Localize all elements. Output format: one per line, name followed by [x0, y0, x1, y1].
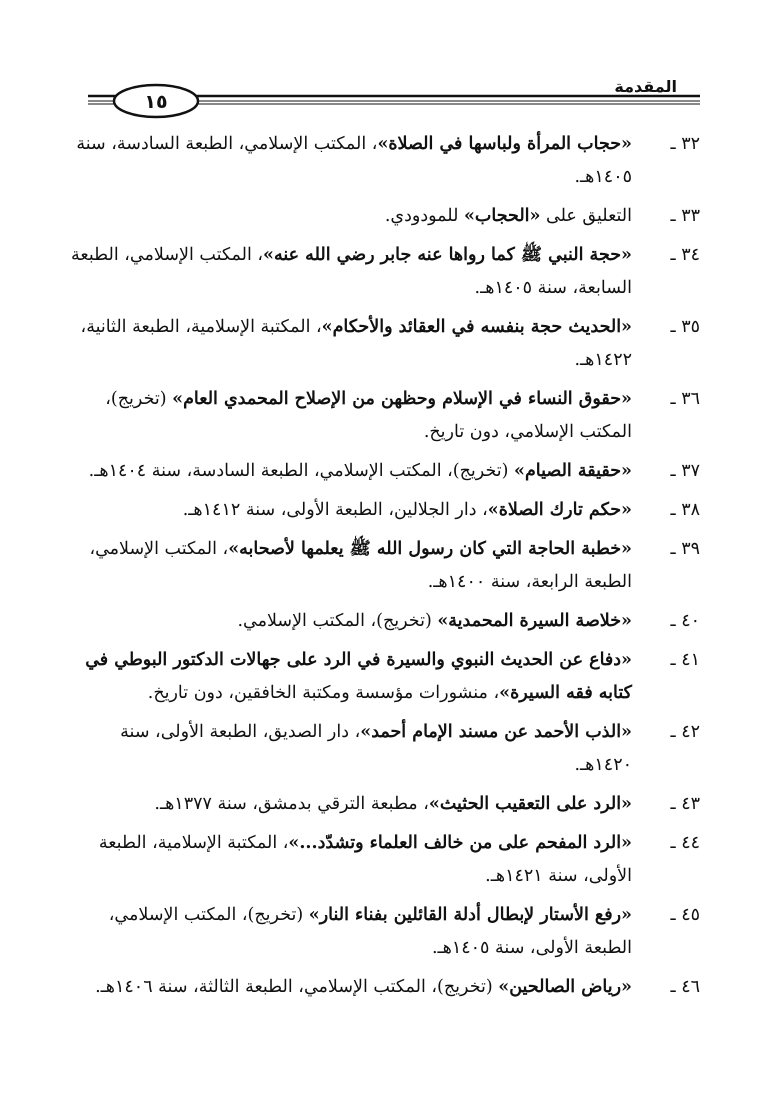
header-rule — [0, 0, 762, 125]
entry-title: «خطبة الحاجة التي كان رسول الله ﷺ يعلمها لأصحابه» — [228, 539, 632, 559]
list-item — [60, 455, 700, 488]
entry-number: ٣٢ ـ — [670, 134, 700, 154]
entry-details: ، المكتب الإسلامي، الطبعة السادسة، سنة ١٤٠٥هـ. — [76, 134, 632, 187]
entry-details: ، مطبعة الترقي بدمشق، سنة ١٣٧٧هـ. — [154, 794, 429, 814]
entry-number: ٤٣ ـ — [670, 794, 700, 814]
entry-title: «حكم تارك الصلاة» — [487, 500, 632, 520]
entry-number: ٣٧ ـ — [670, 461, 700, 481]
bibliography-list — [60, 128, 700, 1010]
entry-details: ، المكتب الإسلامي، الطبعة الرابعة، سنة ١٤٠٠هـ. — [89, 539, 632, 592]
entry-number: ٣٦ ـ — [670, 389, 700, 409]
entry-details: (تخريج)، المكتب الإسلامي، دون تاريخ. — [105, 389, 632, 442]
section-title: المقدمة — [614, 77, 677, 96]
entry-number: ٣٤ ـ — [670, 245, 700, 265]
entry-details: (تخريج)، المكتب الإسلامي، الطبعة السادسة، سنة ١٤٠٤هـ. — [88, 461, 515, 481]
entry-number: ٤٥ ـ — [670, 905, 700, 925]
entry-prefix: التعليق على — [540, 206, 632, 226]
list-item — [60, 494, 700, 527]
entry-title: «حقوق النساء في الإسلام وحظهن من الإصلاح المحمدي العام» — [172, 389, 632, 409]
entry-number: ٣٥ ـ — [670, 317, 700, 337]
entry-title: «الذب الأحمد عن مسند الإمام أحمد» — [360, 722, 632, 742]
list-item — [60, 899, 700, 965]
page-header — [0, 0, 762, 125]
entry-details: ، المكتبة الإسلامية، الطبعة الأولى، سنة ١٤٢١هـ. — [98, 833, 632, 886]
list-item — [60, 971, 700, 1004]
entry-title: «الرد على التعقيب الحثيث» — [428, 794, 632, 814]
list-item — [60, 239, 700, 305]
entry-title: «رفع الأستار لإبطال أدلة القائلين بفناء النار» — [308, 905, 632, 925]
entry-number: ٤٠ ـ — [670, 611, 700, 631]
entry-number: ٣٨ ـ — [670, 500, 700, 520]
list-item — [60, 128, 700, 194]
list-item — [60, 533, 700, 599]
list-item — [60, 827, 700, 893]
list-item — [60, 788, 700, 821]
entry-details: ، منشورات مؤسسة ومكتبة الخافقين، دون تاريخ. — [147, 683, 500, 703]
entry-details: (تخريج)، المكتب الإسلامي، الطبعة الأولى، سنة ١٤٠٥هـ. — [108, 905, 632, 958]
entry-number: ٤٤ ـ — [670, 833, 700, 853]
entry-number: ٤١ ـ — [670, 650, 700, 670]
entry-number: ٣٣ ـ — [670, 206, 700, 226]
entry-number: ٤٦ ـ — [670, 977, 700, 997]
entry-title: «خلاصة السيرة المحمدية» — [437, 611, 632, 631]
list-item — [60, 644, 700, 710]
entry-title: «الحديث حجة بنفسه في العقائد والأحكام» — [321, 317, 632, 337]
list-item — [60, 716, 700, 782]
entry-details: (تخريج)، المكتب الإسلامي، الطبعة الثالثة، سنة ١٤٠٦هـ. — [95, 977, 499, 997]
entry-title: «الحجاب» — [463, 206, 541, 226]
entry-title: «حقيقة الصيام» — [514, 461, 632, 481]
list-item — [60, 605, 700, 638]
entry-title: «حجة النبي ﷺ كما رواها عنه جابر رضي الله عنه» — [263, 245, 632, 265]
entry-details: ، دار الجلالين، الطبعة الأولى، سنة ١٤١٢هـ. — [182, 500, 488, 520]
page-number: ١٥ — [144, 91, 168, 113]
entry-details: ، دار الصديق، الطبعة الأولى، سنة ١٤٢٠هـ. — [120, 722, 632, 775]
entry-number: ٤٢ ـ — [670, 722, 700, 742]
list-item — [60, 383, 700, 449]
entry-details: ، المكتبة الإسلامية، الطبعة الثانية، ١٤٢٢هـ. — [80, 317, 632, 370]
entry-title: «دفاع عن الحديث النبوي والسيرة في الرد على جهالات الدكتور البوطي في كتابه فقه السيرة» — [85, 650, 632, 703]
entry-number: ٣٩ ـ — [670, 539, 700, 559]
list-item — [60, 311, 700, 377]
entry-details: (تخريج)، المكتب الإسلامي. — [237, 611, 438, 631]
list-item — [60, 200, 700, 233]
entry-details: ، المكتب الإسلامي، الطبعة السابعة، سنة ١٤٠٥هـ. — [71, 245, 632, 298]
entry-details: للمودودي. — [384, 206, 464, 226]
entry-title: «الرد المفحم على من خالف العلماء وتشدّد...» — [288, 833, 632, 853]
entry-title: «رياض الصالحين» — [498, 977, 632, 997]
entry-title: «حجاب المرأة ولباسها في الصلاة» — [377, 134, 632, 154]
